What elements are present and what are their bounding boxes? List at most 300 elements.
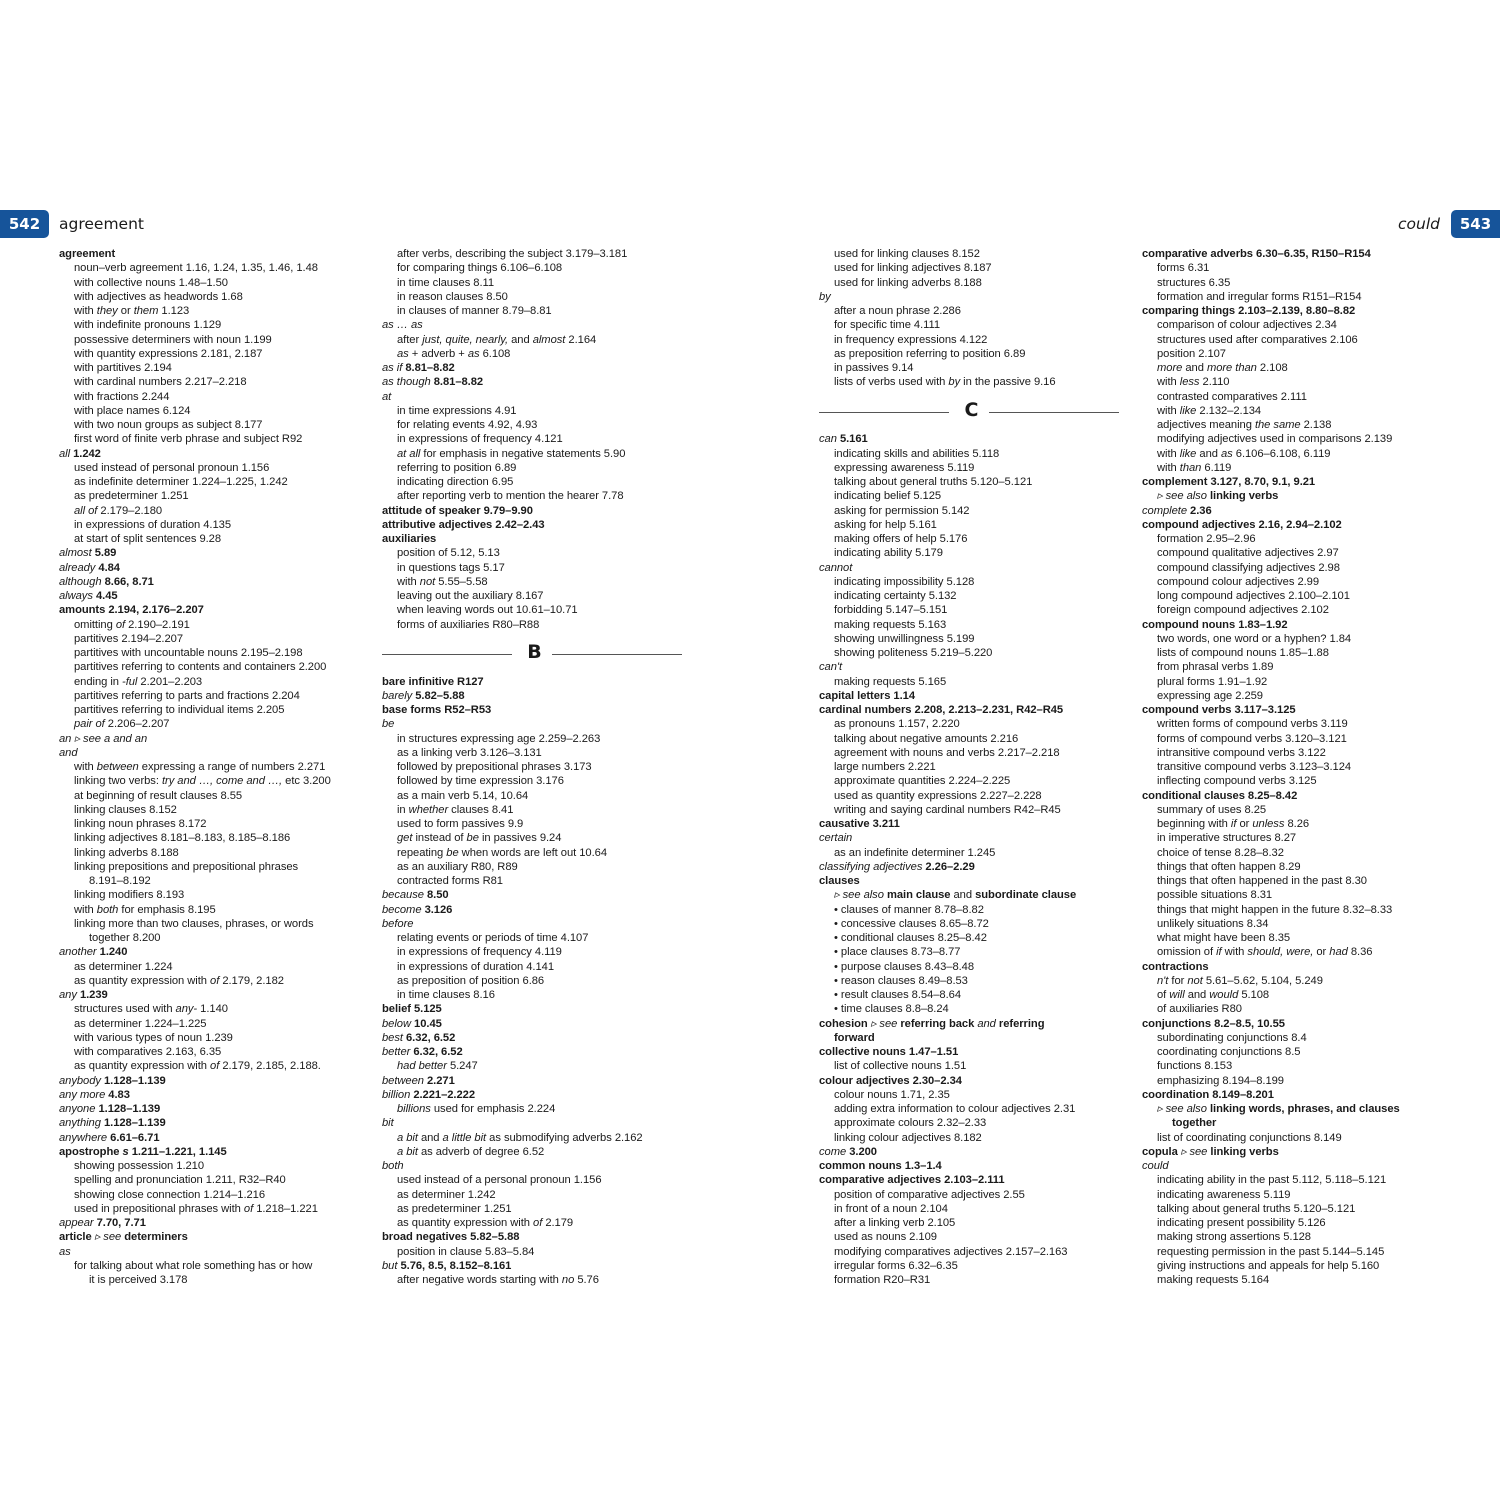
- index-subentry-line: [819, 1245, 1124, 1259]
- index-text: lists of verbs used with: [834, 376, 949, 389]
- index-subentry-line: [819, 361, 1124, 375]
- index-text: linking colour adjectives 8.182: [834, 1131, 982, 1144]
- index-subentry-line: [382, 1245, 687, 1259]
- index-headword-line: [59, 1116, 364, 1130]
- index-subentry-line: [382, 732, 687, 746]
- index-text: expressing age 2.259: [1157, 689, 1263, 702]
- index-text: and: [974, 1017, 999, 1030]
- index-subentry-line: [59, 1188, 364, 1202]
- index-subentry-line: [819, 1259, 1124, 1273]
- index-text: indicating impossibility 5.128: [834, 575, 975, 588]
- index-subentry-line: [1142, 717, 1452, 731]
- index-text: bit: [382, 1117, 394, 1130]
- index-text: • clauses of manner 8.78–8.82: [834, 903, 984, 916]
- index-text: in passives 9.24: [478, 832, 562, 845]
- index-text: forms 6.31: [1157, 262, 1210, 275]
- index-subentry-line: [1142, 418, 1452, 432]
- index-subentry-line: [382, 276, 687, 290]
- index-text: subordinating conjunctions 8.4: [1157, 1031, 1307, 1044]
- index-text: used for linking adjectives 8.187: [834, 262, 992, 275]
- section-letter-heading: [819, 390, 1124, 433]
- index-text: 2.201–2.203: [137, 675, 203, 688]
- index-subentry-line: [1142, 675, 1452, 689]
- index-subentry-line: [819, 931, 1124, 945]
- index-subentry-line: [382, 760, 687, 774]
- index-text: making requests 5.165: [834, 675, 947, 688]
- index-subentry-line: [59, 1031, 364, 1045]
- index-text: ▹ see: [91, 1231, 125, 1244]
- index-text: for: [1168, 974, 1188, 987]
- right-page-number: 543: [1451, 210, 1500, 238]
- index-subentry-line: [59, 1273, 364, 1287]
- index-subentry-line: [1142, 988, 1452, 1002]
- index-text: at beginning of result clauses 8.55: [74, 789, 243, 802]
- index-text: with: [1157, 404, 1180, 417]
- index-text: after verbs, describing the subject 3.179–3.181: [397, 248, 628, 260]
- index-subentry-line: [1142, 1202, 1452, 1216]
- heading-rule-right: [552, 654, 682, 655]
- index-subentry-line: [1142, 589, 1452, 603]
- index-headword-line: [382, 888, 687, 902]
- index-subentry-line: [382, 846, 687, 860]
- index-text: omission of: [1157, 946, 1217, 959]
- index-subentry-line: [1142, 1245, 1452, 1259]
- index-text: 6.108: [479, 347, 511, 360]
- index-headword-line: [819, 874, 1124, 888]
- index-text: than: [1179, 461, 1202, 474]
- index-subentry-line: [819, 774, 1124, 788]
- index-text: • concessive clauses 8.65–8.72: [834, 917, 989, 930]
- index-text: what might have been 8.35: [1157, 932, 1291, 944]
- index-text: with quantity expressions 2.181, 2.187: [74, 347, 263, 360]
- index-text: 2.132–2.134: [1196, 404, 1262, 417]
- index-text: appear: [59, 1217, 94, 1229]
- index-text: like: [1179, 404, 1197, 417]
- index-text: for relating events 4.92, 4.93: [397, 419, 538, 431]
- index-headword-line: [59, 589, 364, 603]
- index-headword-line: [382, 689, 687, 703]
- index-subentry-line: [382, 831, 687, 845]
- index-subentry-line: [1142, 732, 1452, 746]
- index-text: relating events or periods of time 4.107: [397, 932, 589, 944]
- index-subentry-line: [1142, 432, 1452, 446]
- index-subentry-line: [1142, 1059, 1452, 1073]
- index-text: 3.126: [421, 903, 453, 916]
- index-text: requesting permission in the past 5.144–5.145: [1157, 1245, 1385, 1258]
- index-text: 6.32, 6.52: [402, 1031, 456, 1044]
- index-subentry-line: [59, 646, 364, 660]
- index-text: 1.128–1.139: [95, 1103, 161, 1115]
- index-text: large numbers 2.221: [834, 761, 936, 773]
- index-text: with place names 6.124: [74, 404, 191, 417]
- index-text: with: [1157, 447, 1180, 460]
- index-headword-line: [1142, 1017, 1452, 1031]
- index-subentry-line: [382, 304, 687, 318]
- index-subentry-line: [819, 717, 1124, 731]
- index-text: together: [1172, 1117, 1217, 1130]
- index-text: making requests 5.163: [834, 618, 947, 631]
- index-text: billions: [397, 1103, 431, 1115]
- index-column-3: [819, 247, 1124, 1287]
- index-headword-line: [1142, 475, 1452, 489]
- index-text: 1.239: [76, 989, 108, 1001]
- index-subentry-line: [59, 504, 364, 518]
- index-text: comparison of colour adjectives 2.34: [1157, 319, 1337, 332]
- index-subentry-line: [59, 789, 364, 803]
- index-headword-line: [382, 917, 687, 931]
- index-text: comparative adverbs 6.30–6.35, R150–R154: [1142, 248, 1371, 260]
- index-text: 5.247: [446, 1060, 478, 1073]
- index-subentry-line: [382, 432, 687, 446]
- index-subentry-line: [1142, 390, 1452, 404]
- index-headword-line: [1142, 618, 1452, 632]
- index-text: structures used with: [74, 1003, 176, 1016]
- index-subentry-line: [819, 1102, 1124, 1116]
- index-text: 5.76: [574, 1274, 599, 1286]
- index-text: 4.83: [105, 1088, 130, 1101]
- index-text: agreement with nouns and verbs 2.217–2.218: [834, 746, 1060, 759]
- index-text: linking clauses 8.152: [74, 803, 177, 816]
- index-subentry-line: [819, 974, 1124, 988]
- index-text: after a linking verb 2.105: [834, 1217, 956, 1229]
- index-text: colour nouns 1.71, 2.35: [834, 1088, 950, 1101]
- index-subentry-line: [382, 1188, 687, 1202]
- index-subentry-line: [819, 746, 1124, 760]
- index-text: try and …, come and …,: [161, 775, 283, 788]
- index-text: adjectives meaning: [1157, 419, 1255, 431]
- index-text: 1.211–1.221, 1.145: [128, 1145, 227, 1158]
- index-subentry-line: [819, 803, 1124, 817]
- index-text: linking verbs: [1210, 1145, 1279, 1158]
- index-text: forward: [834, 1031, 875, 1044]
- index-text: two words, one word or a hyphen? 1.84: [1157, 632, 1352, 645]
- index-text: in expressions of duration 4.135: [74, 518, 231, 531]
- index-text: in expressions of frequency 4.119: [397, 946, 562, 959]
- index-headword-line: [819, 1017, 1124, 1031]
- index-text: with indefinite pronouns 1.129: [74, 319, 222, 332]
- index-text: article: [59, 1231, 92, 1244]
- index-text: indicating present possibility 5.126: [1157, 1217, 1326, 1229]
- index-text: can: [819, 433, 837, 446]
- index-text: as though: [382, 376, 431, 389]
- index-subentry-line: [382, 489, 687, 503]
- index-subentry-line: [819, 347, 1124, 361]
- index-text: used for emphasis 2.224: [430, 1103, 556, 1115]
- index-text: and: [417, 1131, 443, 1144]
- index-headword-line: [819, 689, 1124, 703]
- index-subentry-line: [59, 475, 364, 489]
- index-subentry-line: [382, 1173, 687, 1187]
- index-text: 8.36: [1347, 946, 1373, 959]
- index-subentry-line: [59, 717, 364, 731]
- index-text: as preposition of position 6.86: [397, 974, 545, 987]
- index-text: linking words, phrases, and clauses: [1209, 1103, 1400, 1115]
- index-text: written forms of compound verbs 3.119: [1157, 718, 1348, 731]
- index-text: billion: [382, 1088, 411, 1101]
- index-text: after: [397, 333, 423, 346]
- index-subentry-line: [819, 1230, 1124, 1244]
- index-text: of: [115, 618, 126, 631]
- index-headword-line: [819, 860, 1124, 874]
- index-subentry-line: [819, 546, 1124, 560]
- index-subentry-line: [1142, 489, 1452, 503]
- index-headword-line: [382, 1017, 687, 1031]
- index-text: of: [1157, 989, 1170, 1001]
- index-text: compound qualitative adjectives 2.97: [1157, 547, 1339, 560]
- index-headword-line: [59, 546, 364, 560]
- index-text: all: [59, 447, 71, 460]
- index-text: irregular forms 6.32–6.35: [834, 1259, 958, 1272]
- index-text: 8.81–8.82: [402, 362, 455, 374]
- index-text: collective nouns 1.47–1.51: [819, 1046, 959, 1058]
- index-subentry-line: [1142, 347, 1452, 361]
- index-subentry-line: [59, 489, 364, 503]
- index-text: 2.164: [565, 333, 597, 346]
- index-text: making requests 5.164: [1157, 1274, 1270, 1286]
- index-text: summary of uses 8.25: [1157, 803, 1267, 816]
- index-subentry-line: [819, 1059, 1124, 1073]
- index-text: 6.61–6.71: [107, 1131, 160, 1144]
- index-text: as submodifying adverbs 2.162: [486, 1131, 643, 1144]
- index-subentry-line: [1142, 561, 1452, 575]
- index-subentry-line: [59, 347, 364, 361]
- index-headword-line: [1142, 1159, 1452, 1173]
- index-text: determiners: [124, 1231, 188, 1244]
- index-text: as: [59, 1245, 71, 1258]
- index-subentry-line: [819, 1216, 1124, 1230]
- index-text: be: [382, 718, 395, 731]
- index-text: after reporting verb to mention the hearer 7.78: [397, 490, 624, 503]
- index-text: them: [133, 305, 159, 317]
- index-text: belief 5.125: [382, 1003, 442, 1016]
- index-text: list of coordinating conjunctions 8.149: [1157, 1131, 1342, 1144]
- index-subentry-line: [1142, 1074, 1452, 1088]
- index-text: forbidding 5.147–5.151: [834, 604, 948, 617]
- index-text: position of 5.12, 5.13: [397, 547, 500, 560]
- index-subentry-line: [59, 518, 364, 532]
- index-text: ▹ see also: [834, 889, 887, 902]
- index-subentry-line: [1142, 546, 1452, 560]
- index-text: with two noun groups as subject 8.177: [74, 419, 263, 431]
- index-text: almost: [532, 333, 566, 346]
- index-subentry-line: [59, 318, 364, 332]
- index-text: indicating ability in the past 5.112, 5.118–5.121: [1157, 1174, 1387, 1187]
- index-subentry-line: [1142, 1259, 1452, 1273]
- index-text: of: [243, 1202, 254, 1215]
- index-subentry-line: [1142, 1002, 1452, 1016]
- index-text: but: [382, 1259, 398, 1272]
- index-subentry-line: [819, 632, 1124, 646]
- index-text: causative 3.211: [819, 818, 900, 830]
- index-subentry-line: [819, 575, 1124, 589]
- index-text: 4.45: [92, 590, 118, 602]
- index-text: possessive determiners with noun 1.199: [74, 333, 272, 346]
- index-text: spelling and pronunciation 1.211, R32–R40: [74, 1174, 286, 1187]
- index-headword-line: [1142, 247, 1452, 261]
- index-text: with various types of noun 1.239: [74, 1031, 233, 1044]
- index-text: modifying comparatives adjectives 2.157–2.163: [834, 1245, 1068, 1258]
- index-text: amounts 2.194, 2.176–2.207: [59, 604, 204, 617]
- index-text: writing and saying cardinal numbers R42–R45: [834, 803, 1061, 816]
- index-text: comparing things 2.103–2.139, 8.80–8.82: [1142, 305, 1356, 317]
- index-text: showing politeness 5.219–5.220: [834, 647, 993, 659]
- section-letter-heading: [382, 632, 687, 675]
- index-subentry-line: [59, 276, 364, 290]
- index-subentry-line: [59, 1017, 364, 1031]
- index-text: best: [382, 1031, 403, 1044]
- index-text: • purpose clauses 8.43–8.48: [834, 960, 975, 973]
- index-subentry-line: [59, 1045, 364, 1059]
- index-text: colour adjectives 2.30–2.34: [819, 1074, 962, 1087]
- index-text: talking about general truths 5.120–5.121: [1157, 1202, 1356, 1215]
- index-text: indicating certainty 5.132: [834, 590, 957, 602]
- index-subentry-line: [382, 774, 687, 788]
- index-text: from phrasal verbs 1.89: [1157, 661, 1274, 674]
- index-subentry-line: [819, 489, 1124, 503]
- index-text: choice of tense 8.28–8.32: [1157, 846, 1284, 859]
- index-text: referring to position 6.89: [397, 461, 517, 474]
- index-text: when leaving words out 10.61–10.71: [397, 604, 578, 617]
- index-subentry-line: [382, 404, 687, 418]
- index-subentry-line: [1142, 575, 1452, 589]
- index-text: in expressions of duration 4.141: [397, 960, 554, 973]
- index-text: 5.82–5.88: [412, 689, 465, 702]
- index-text: always: [59, 590, 93, 602]
- index-subentry-line: [819, 618, 1124, 632]
- index-text: almost: [59, 547, 92, 560]
- index-subentry-line: [382, 418, 687, 432]
- index-text: formation and irregular forms R151–R154: [1157, 290, 1362, 303]
- index-text: 2.110: [1199, 376, 1230, 389]
- index-subentry-line: [382, 290, 687, 304]
- index-headword-line: [819, 1074, 1124, 1088]
- index-subentry-line: [59, 404, 364, 418]
- index-subentry-line: [819, 945, 1124, 959]
- index-text: in imperative structures 8.27: [1157, 832, 1297, 845]
- index-headword-line: [382, 361, 687, 375]
- index-text: used for linking clauses 8.152: [834, 248, 980, 260]
- index-text: or: [1313, 946, 1330, 959]
- index-text: with: [397, 575, 420, 588]
- index-text: approximate colours 2.32–2.33: [834, 1117, 987, 1130]
- index-text: in the passive 9.16: [960, 376, 1056, 389]
- index-subentry-line: [1142, 290, 1452, 304]
- index-headword-line: [819, 1159, 1124, 1173]
- index-subentry-line: [59, 390, 364, 404]
- index-text: contrasted comparatives 2.111: [1157, 390, 1307, 403]
- index-subentry-line: [59, 860, 364, 874]
- index-text: contractions: [1142, 960, 1209, 973]
- index-text: as determiner 1.224–1.225: [74, 1017, 207, 1030]
- index-text: 2.179–2.180: [97, 504, 163, 517]
- index-text: ▹ see: [867, 1017, 901, 1030]
- index-text: as quantity expression with: [397, 1217, 534, 1229]
- index-text: contracted forms R81: [397, 875, 503, 887]
- index-text: 5.89: [91, 547, 117, 560]
- index-text: main clause: [886, 889, 951, 902]
- index-text: anything: [59, 1117, 101, 1130]
- index-headword-line: [382, 1116, 687, 1130]
- index-text: both: [96, 903, 119, 916]
- index-subentry-line: [819, 475, 1124, 489]
- index-subentry-line: [819, 988, 1124, 1002]
- index-text: anyone: [59, 1103, 96, 1115]
- index-text: complete: [1142, 504, 1187, 517]
- index-text: 2.271: [423, 1074, 455, 1087]
- index-subentry-line: [1142, 404, 1452, 418]
- index-subentry-line: [1142, 646, 1452, 660]
- index-subentry-line: [59, 974, 364, 988]
- index-subentry-line: [382, 618, 687, 632]
- index-subentry-line: [59, 874, 364, 888]
- index-text: used instead of a personal pronoun 1.156: [397, 1174, 602, 1187]
- index-text: used for linking adverbs 8.188: [834, 276, 982, 289]
- index-text: structures used after comparatives 2.106: [1157, 333, 1358, 346]
- index-text: and: [1184, 989, 1210, 1001]
- index-text: referring back: [900, 1017, 975, 1030]
- index-subentry-line: [1142, 803, 1452, 817]
- index-headword-line: [59, 1245, 364, 1259]
- index-headword-line: [382, 1045, 687, 1059]
- index-headword-line: [382, 1088, 687, 1102]
- index-headword-line: [382, 375, 687, 389]
- index-text: as predeterminer 1.251: [74, 490, 189, 503]
- index-subentry-line: [382, 447, 687, 461]
- index-text: conditional clauses 8.25–8.42: [1142, 789, 1298, 802]
- index-headword-line: [59, 732, 364, 746]
- index-text: instead of: [412, 832, 467, 845]
- index-text: be: [446, 846, 459, 859]
- index-subentry-line: [382, 333, 687, 347]
- index-headword-line: [59, 1230, 364, 1244]
- index-text: transitive compound verbs 3.123–3.124: [1157, 761, 1352, 773]
- index-text: possible situations 8.31: [1157, 889, 1273, 902]
- index-subentry-line: [1142, 318, 1452, 332]
- index-text: 5.161: [836, 433, 868, 446]
- index-text: of: [210, 1060, 220, 1073]
- index-text: cohesion: [819, 1017, 868, 1030]
- index-subentry-line: [1142, 660, 1452, 674]
- index-text: just, quite, nearly,: [422, 333, 509, 346]
- index-text: anybody: [59, 1074, 101, 1087]
- index-subentry-line: [382, 874, 687, 888]
- index-subentry-line: [819, 917, 1124, 931]
- index-subentry-line: [819, 589, 1124, 603]
- index-text: as determiner 1.224: [74, 960, 173, 973]
- index-text: in expressions of frequency 4.121: [397, 433, 563, 446]
- index-text: forms of auxiliaries R80–R88: [397, 618, 540, 631]
- index-subentry-line: [382, 1131, 687, 1145]
- index-text: any: [59, 989, 77, 1001]
- index-headword-line: [382, 518, 687, 532]
- index-subentry-line: [819, 247, 1124, 261]
- index-subentry-line: [382, 817, 687, 831]
- index-text: as adverb of degree 6.52: [417, 1145, 545, 1158]
- index-text: more than: [1206, 362, 1257, 374]
- index-subentry-line: [1142, 860, 1452, 874]
- index-text: come: [819, 1145, 847, 1158]
- index-text: 5.61–5.62, 5.104, 5.249: [1202, 974, 1323, 987]
- index-text: followed by prepositional phrases 3.173: [397, 761, 592, 773]
- index-text: clauses 8.41: [448, 803, 514, 816]
- index-text: as a linking verb 3.126–3.131: [397, 746, 542, 759]
- index-text: indicating ability 5.179: [834, 547, 943, 560]
- left-running-head: agreement: [59, 215, 144, 233]
- index-text: as preposition referring to position 6.89: [834, 347, 1026, 360]
- index-text: ▹ see also: [1157, 1103, 1210, 1115]
- index-text: attributive adjectives 2.42–2.43: [382, 518, 545, 531]
- index-subentry-line: [1142, 846, 1452, 860]
